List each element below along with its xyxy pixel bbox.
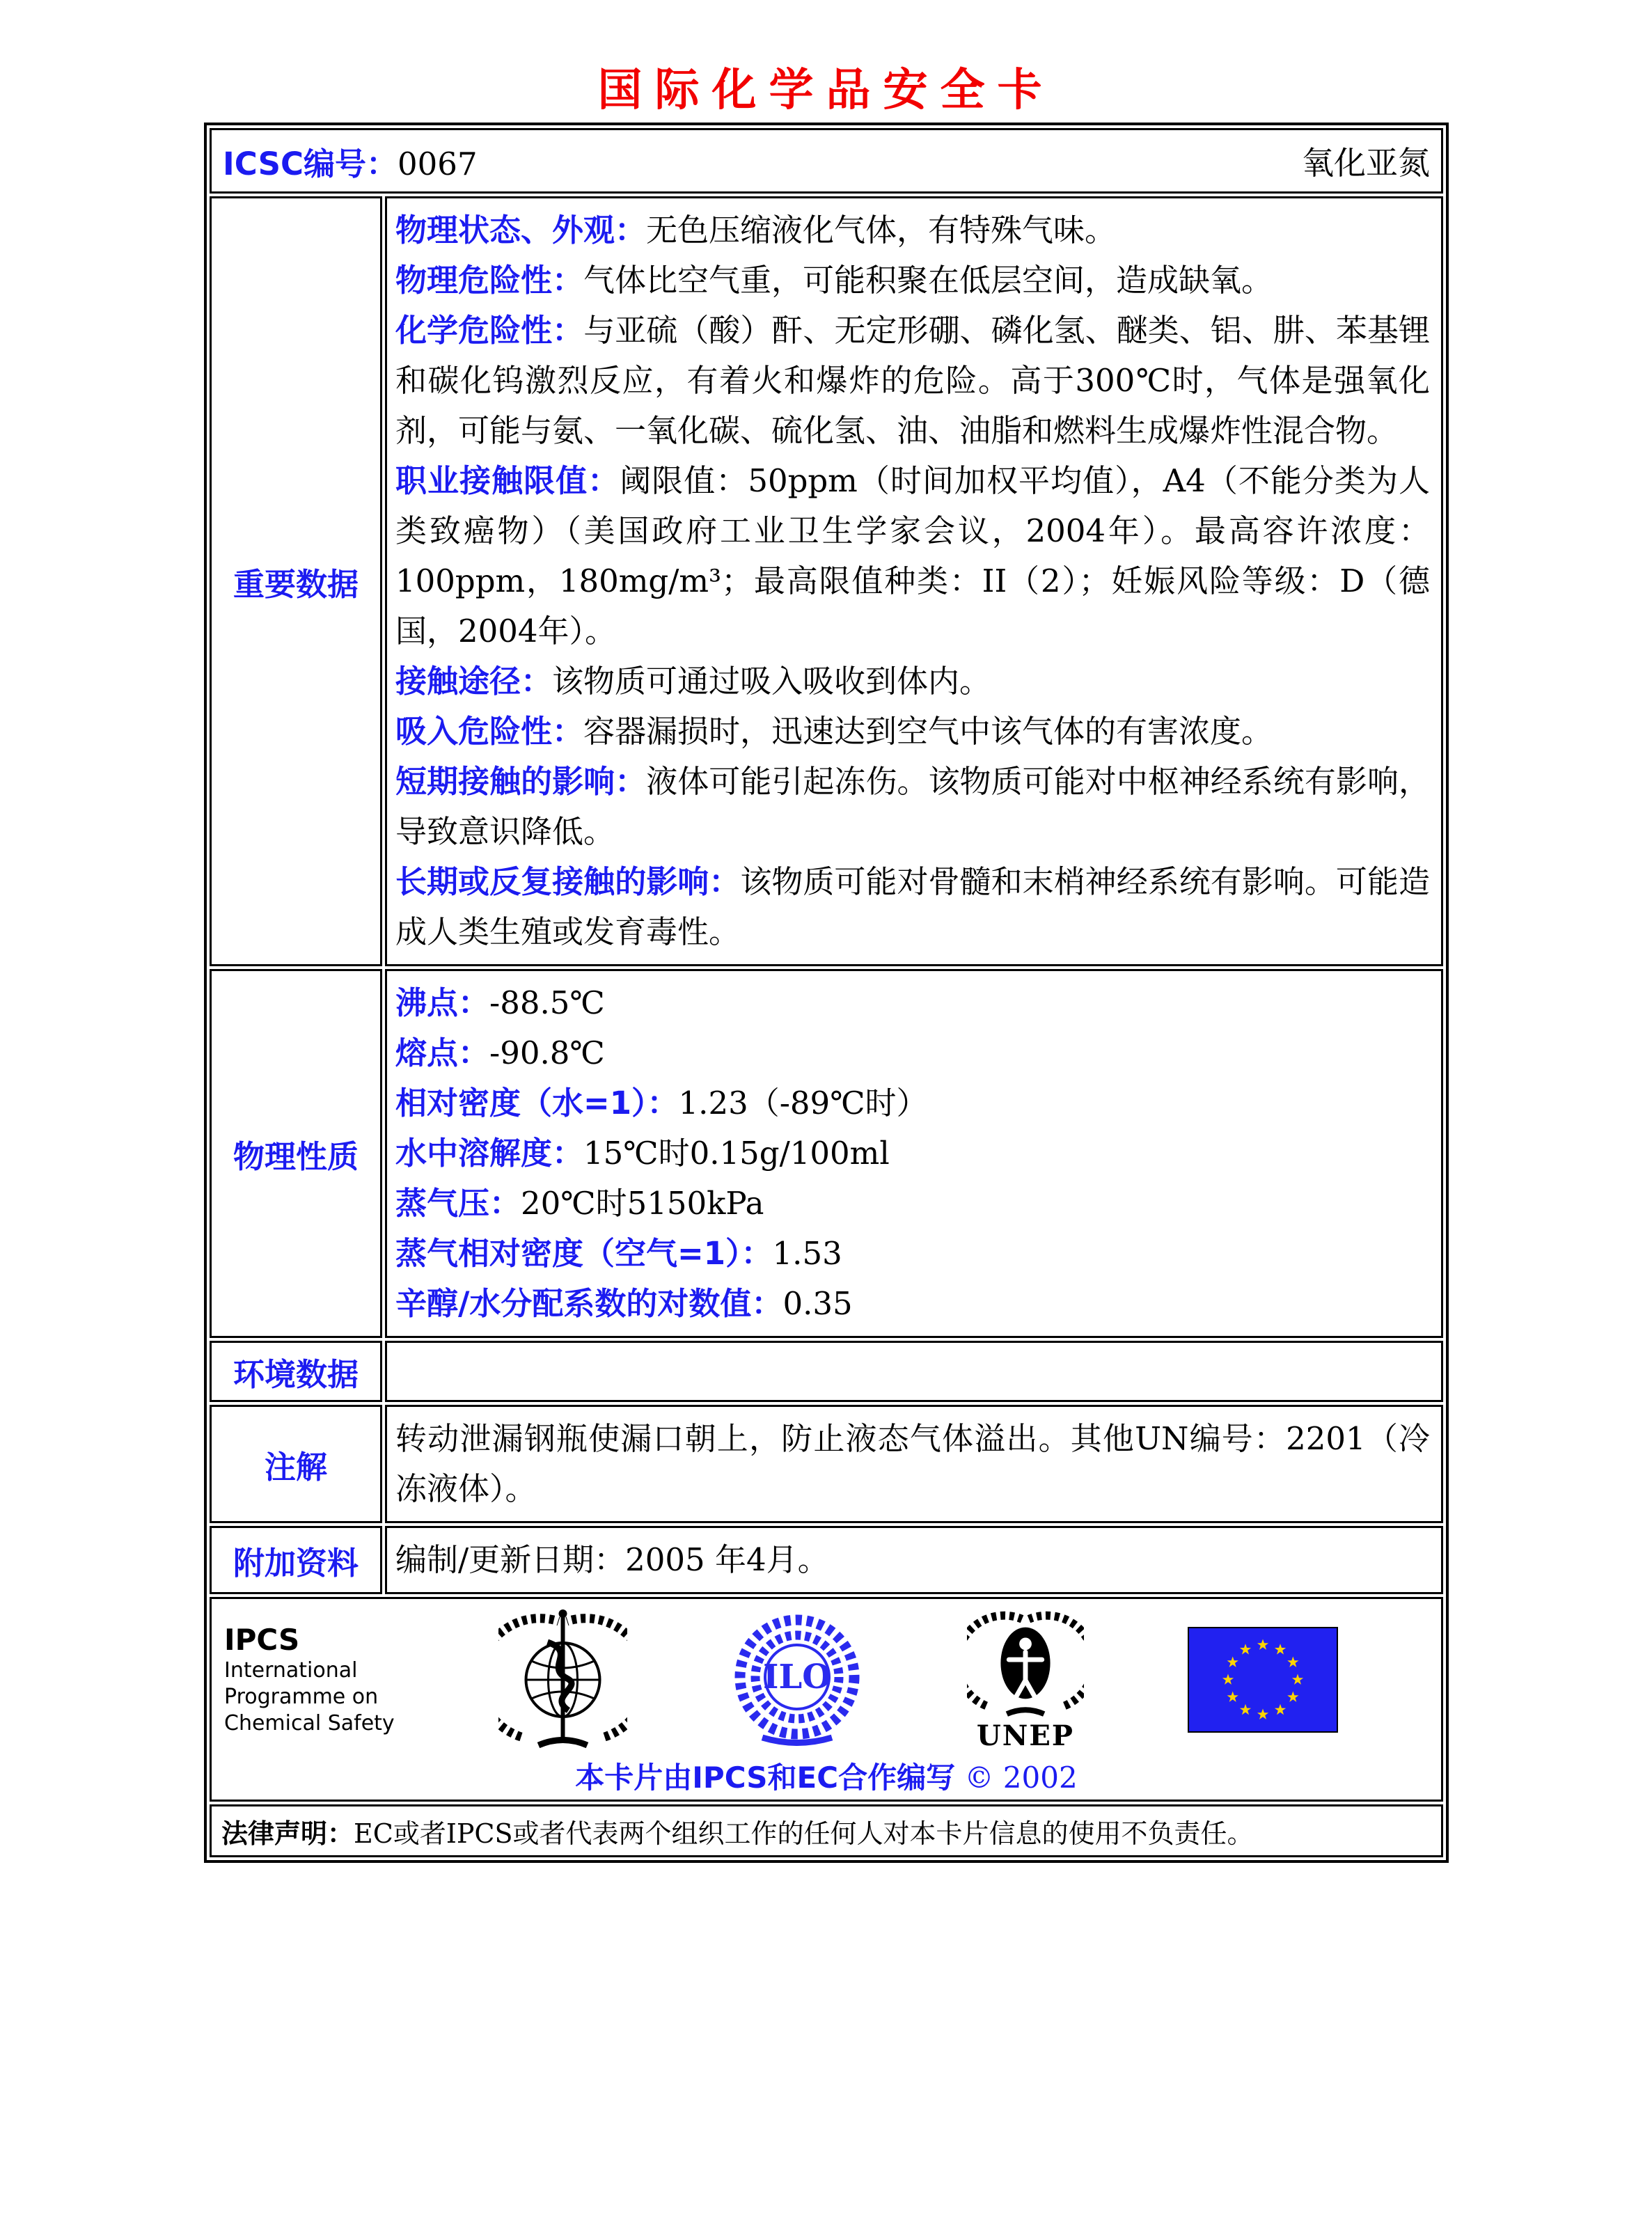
data-item-text: 气体比空气重，可能积聚在低层空间，造成缺氧。	[583, 262, 1273, 299]
icsc-number-value: 0067	[398, 145, 478, 182]
data-item-text: 与亚硫（酸）酐、无定形硼、磷化氢、醚类、铝、肼、苯基锂和碳化钨激烈反应，有着火和爆炸的危险。高于300℃时，气体是强氧化剂，可能与氨、一氧化碳、硫化氢、油、油脂和燃料生成爆炸性混合物。	[395, 312, 1430, 449]
legal-label: 法律声明：	[221, 1818, 354, 1849]
data-item-text: 阈限值：50ppm（时间加权平均值），A4（不能分类为人类致癌物）（美国政府工业卫生学家会议，2004年）。最高容许浓度：100ppm，180mg/m³；最高限值种类：II（2）；妊娠风险等级：D（德国，2004年）。	[395, 462, 1430, 649]
property-item	[395, 1028, 1430, 1078]
physical-properties-content	[385, 969, 1443, 1338]
chemical-name: 氧化亚氮	[1302, 144, 1430, 182]
data-item-label: 职业接触限值：	[395, 462, 620, 499]
property-value: 1.23（-89℃时）	[678, 1085, 928, 1121]
ipcs-subtitle-line: International	[224, 1658, 358, 1683]
data-item-label: 吸入危险性：	[395, 713, 584, 750]
card-header-cell	[210, 128, 1443, 194]
data-item-text: 该物质可能对骨髓和末梢神经系统有影响。可能造成人类生殖或发育毒性。	[395, 863, 1430, 950]
property-item	[395, 1179, 1430, 1229]
data-item	[395, 255, 1430, 306]
additional-info-text: 编制/更新日期：2005 年4月。	[395, 1541, 829, 1578]
property-value: 15℃时0.15g/100ml	[583, 1135, 890, 1172]
property-value: 20℃时5150kPa	[521, 1185, 764, 1222]
additional-info-content	[385, 1526, 1443, 1594]
ipcs-subtitle-line: Chemical Safety	[224, 1711, 395, 1735]
property-label: 蒸气压：	[395, 1185, 521, 1222]
property-item	[395, 1128, 1430, 1179]
data-item	[395, 456, 1430, 656]
data-item-text: 无色压缩液化气体，有特殊气味。	[646, 212, 1117, 249]
row-label-physical-properties: 物理性质	[210, 969, 382, 1338]
property-label: 辛醇/水分配系数的对数值：	[395, 1285, 783, 1322]
data-item-label: 化学危险性：	[395, 312, 584, 349]
unep-logo-block	[967, 1609, 1084, 1751]
footer-caption-text: 本卡片由IPCS和EC合作编写	[575, 1761, 956, 1795]
notes-row	[210, 1405, 1443, 1523]
row-label-additional-info: 附加资料	[210, 1526, 382, 1594]
row-label-environmental-data: 环境数据	[210, 1341, 382, 1402]
footer-copyright: © 2002	[964, 1761, 1078, 1795]
property-value: -88.5℃	[489, 984, 605, 1021]
notes-content	[385, 1405, 1443, 1523]
additional-info-row	[210, 1526, 1443, 1594]
data-item-label: 物理危险性：	[395, 262, 584, 299]
data-item	[395, 656, 1430, 707]
legal-cell	[210, 1804, 1443, 1857]
physical-properties-row	[210, 969, 1443, 1338]
property-value: 0.35	[782, 1285, 853, 1322]
ipcs-subtitle-line: Programme on	[224, 1685, 379, 1709]
eu-flag-icon	[1188, 1627, 1338, 1733]
data-item-text: 该物质可通过吸入吸收到体内。	[552, 663, 991, 700]
unep-emblem-icon	[967, 1609, 1084, 1722]
icsc-card-table	[204, 123, 1449, 1863]
property-label: 熔点：	[395, 1034, 490, 1071]
property-item	[395, 978, 1430, 1028]
environmental-data-row	[210, 1341, 1443, 1402]
property-label: 水中溶解度：	[395, 1135, 584, 1172]
page-title: 国际化学品安全卡	[597, 65, 1055, 116]
important-data-content	[385, 196, 1443, 966]
ipcs-name: IPCS	[224, 1623, 300, 1657]
data-item-text: 容器漏损时，迅速达到空气中该气体的有害浓度。	[583, 713, 1273, 750]
logos-row	[210, 1597, 1443, 1802]
ilo-emblem-icon	[731, 1609, 863, 1751]
legal-text: EC或者IPCS或者代表两个组织工作的任何人对本卡片信息的使用不负责任。	[354, 1818, 1254, 1849]
footer-caption	[224, 1755, 1429, 1797]
icsc-number-label: ICSC编号：	[223, 145, 398, 182]
environmental-data-content	[385, 1341, 1443, 1402]
row-label-notes: 注解	[210, 1405, 382, 1523]
data-item-text: 液体可能引起冻伤。该物质可能对中枢神经系统有影响，导致意识降低。	[395, 763, 1430, 850]
data-item-label: 长期或反复接触的影响：	[395, 863, 741, 900]
important-data-row	[210, 196, 1443, 966]
data-item	[395, 707, 1430, 757]
data-item-label: 短期接触的影响：	[395, 763, 647, 800]
property-label: 沸点：	[395, 984, 490, 1021]
property-item	[395, 1229, 1430, 1279]
data-item	[395, 205, 1430, 255]
row-label-important-data: 重要数据	[210, 196, 382, 966]
data-item	[395, 857, 1430, 957]
who-emblem-icon	[498, 1606, 627, 1754]
unep-letters: UNEP	[976, 1719, 1074, 1752]
ipcs-text-block	[224, 1623, 395, 1737]
data-item	[395, 757, 1430, 857]
property-label: 蒸气相对密度（空气=1）：	[395, 1235, 773, 1272]
ilo-letters: ILO	[762, 1657, 831, 1696]
legal-row	[210, 1804, 1443, 1857]
data-item	[395, 306, 1430, 456]
data-item-label: 接触途径：	[395, 663, 553, 700]
property-value: -90.8℃	[489, 1034, 605, 1071]
data-item-label: 物理状态、外观：	[395, 212, 647, 249]
logos-cell	[210, 1597, 1443, 1802]
icsc-number-group	[223, 139, 478, 184]
property-item	[395, 1279, 1430, 1329]
card-header-row	[210, 128, 1443, 194]
property-item	[395, 1078, 1430, 1128]
property-value: 1.53	[772, 1235, 842, 1272]
notes-text: 转动泄漏钢瓶使漏口朝上，防止液态气体溢出。其他UN编号：2201（冷冻液体）。	[395, 1420, 1430, 1507]
property-label: 相对密度（水=1）：	[395, 1085, 679, 1121]
